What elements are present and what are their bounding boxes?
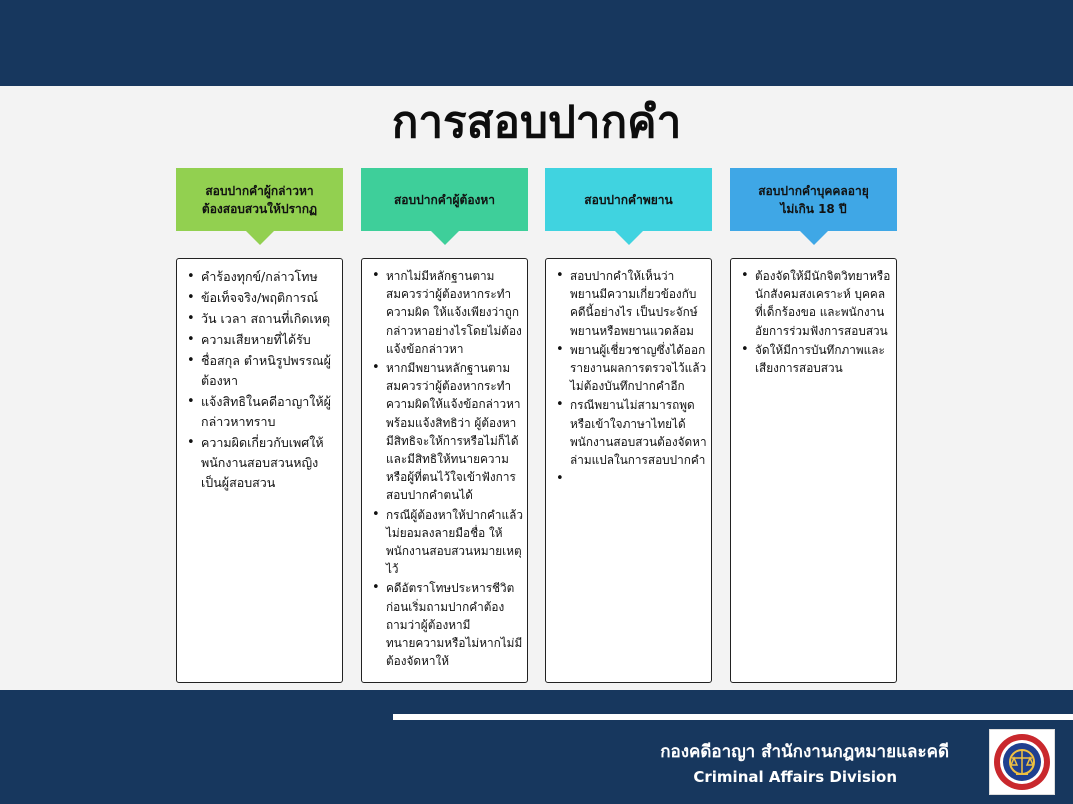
list-item: • จัดให้มีการบันทึกภาพและเสียงการสอบสวน xyxy=(735,341,892,377)
list-item: • คดีอัตราโทษประหารชีวิต ก่อนเริ่มถามปากคำต้องถามว่าผู้ต้องหามีทนายความหรือไม่หากไม่มีต้องจัดหาให้ xyxy=(366,579,523,670)
column-body-suspect xyxy=(361,258,528,683)
bullet-list xyxy=(735,267,892,377)
list-item: • พยานผู้เชี่ยวชาญซึ่งได้ออกรายงานผลการตรวจไว้แล้วไม่ต้องบันทึกปากคำอีก xyxy=(550,341,707,396)
list-item: • ความเสียหายที่ได้รับ xyxy=(181,330,338,350)
list-item: • หากมีพยานหลักฐานตามสมควรว่าผู้ต้องหากระทำความผิดให้แจ้งข้อกล่าวหาพร้อมแจ้งสิทธิว่า ผู้ต้องหามีสิทธิจะให้การหรือไม่ก็ได้ และมีสิทธิให้ทนายความหรือผู้ที่ตนไว้ใจเข้าฟังการสอบปากคำตนได้ xyxy=(366,359,523,505)
footer-org-english: Criminal Affairs Division xyxy=(693,768,897,786)
column-header-label: สอบปากคำผู้ต้องหา xyxy=(393,192,496,207)
column-header-complainant xyxy=(176,168,343,231)
bullet-list xyxy=(366,267,523,670)
list-item: • วัน เวลา สถานที่เกิดเหตุ xyxy=(181,309,338,329)
list-item: • สอบปากคำให้เห็นว่า พยานมีความเกี่ยวข้องกับคดีนี้อย่างไร เป็นประจักษ์พยานหรือพยานแวดล้อม xyxy=(550,267,707,340)
footer-org-thai: กองคดีอาญา สำนักงานกฎหมายและคดี xyxy=(660,742,949,762)
bullet-list xyxy=(181,267,338,493)
page-title: การสอบปากคำ xyxy=(391,97,682,148)
column-complainant xyxy=(176,168,343,490)
column-header-label: สอบปากคำผู้กล่าวหา ต้องสอบสวนให้ปรากฏ xyxy=(201,183,318,216)
list-item: • ต้องจัดให้มีนักจิตวิทยาหรือนักสังคมสงเคราะห์ บุคคลที่เด็กร้องขอ และพนักงานอัยการร่วมฟังการสอบสวน xyxy=(735,267,892,340)
list-item xyxy=(550,470,707,488)
list-item: • กรณีพยานไม่สามารถพูดหรือเข้าใจภาษาไทยได้ พนักงานสอบสวนต้องจัดหาล่ามแปลในการสอบปากคำ xyxy=(550,396,707,469)
column-minor xyxy=(730,168,897,376)
column-suspect xyxy=(361,168,528,669)
column-body-complainant xyxy=(176,258,343,683)
list-item: • ข้อเท็จจริง/พฤติการณ์ xyxy=(181,288,338,308)
divider-line xyxy=(393,714,1073,720)
list-item: • ชื่อสกุล ตำหนิรูปพรรณผู้ต้องหา xyxy=(181,351,338,391)
list-item: • แจ้งสิทธิในคดีอาญาให้ผู้กล่าวหาทราบ xyxy=(181,392,338,432)
list-item: • หากไม่มีหลักฐานตามสมควรว่าผู้ต้องหากระทำความผิด ให้แจ้งเพียงว่าถูกกล่าวหาอย่างไรโดยไม่ต้องแจ้งข้อกล่าวหา xyxy=(366,267,523,358)
column-body-minor xyxy=(730,258,897,683)
bullet-list xyxy=(550,267,707,488)
column-header-label: สอบปากคำพยาน xyxy=(584,192,673,207)
criminal-affairs-seal-icon xyxy=(989,729,1055,795)
column-header-label: สอบปากคำบุคคลอายุ ไม่เกิน 18 ปี xyxy=(758,183,869,216)
list-item: • ความผิดเกี่ยวกับเพศให้พนักงานสอบสวนหญิงเป็นผู้สอบสวน xyxy=(181,433,338,493)
list-item: • กรณีผู้ต้องหาให้ปากคำแล้วไม่ยอมลงลายมือชื่อ ให้พนักงานสอบสวนหมายเหตุไว้ xyxy=(366,506,523,579)
column-body-witness xyxy=(545,258,712,683)
list-item: • คำร้องทุกข์/กล่าวโทษ xyxy=(181,267,338,287)
column-witness xyxy=(545,168,712,468)
column-header-suspect xyxy=(361,168,528,231)
top-band xyxy=(0,0,1073,86)
column-header-minor xyxy=(730,168,897,231)
seal-graphic xyxy=(992,732,1052,792)
column-header-witness xyxy=(545,168,712,231)
